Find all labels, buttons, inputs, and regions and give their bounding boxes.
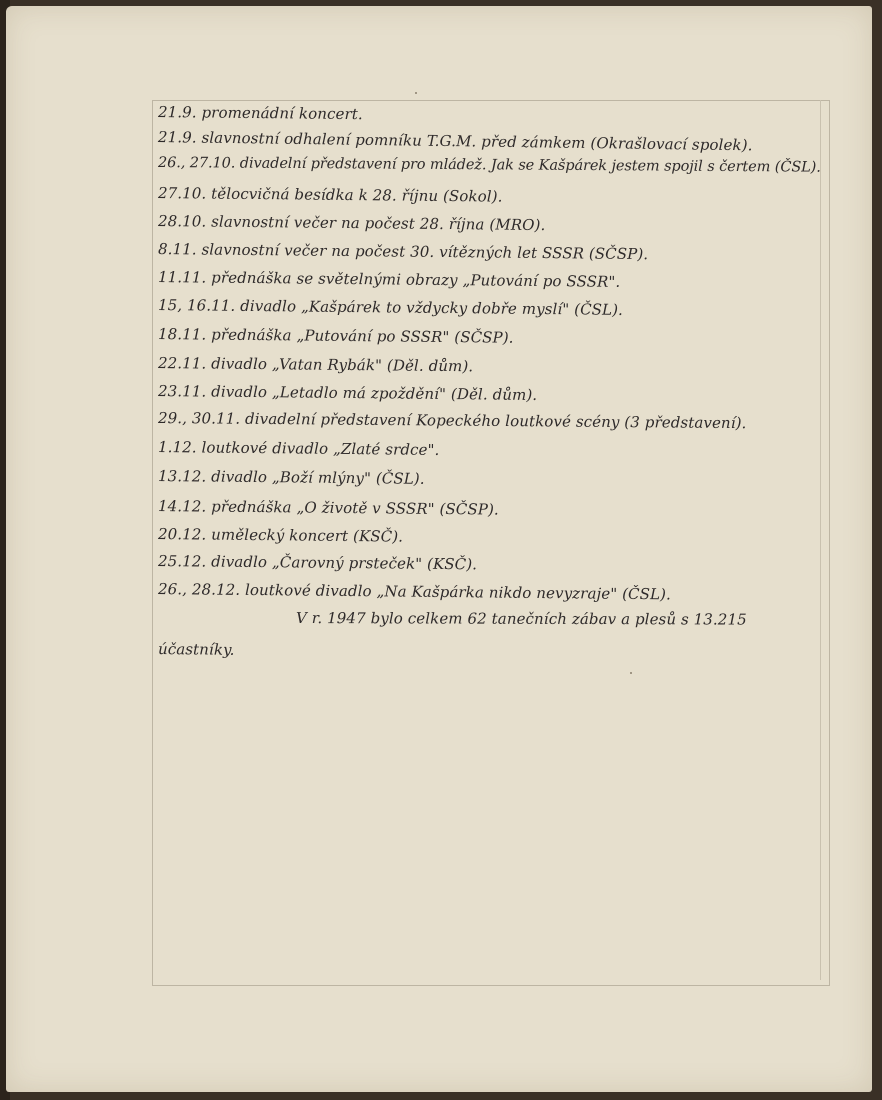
entry-line: 26., 28.12. loutkové divadlo „Na Kašpárka nikdo nevyzraje" (ČSL). (157, 580, 672, 604)
entry-line: 22.11. divadlo „Vatan Rybák" (Děl. dům). (157, 354, 474, 376)
entry-line: 25.12. divadlo „Čarovný prsteček" (KSČ). (157, 552, 478, 574)
entry-line: 28.10. slavnostní večer na počest 28. října (MRO). (157, 212, 546, 235)
entry-line: 11.11. přednáška se světelnými obrazy „Putování po SSSR". (157, 268, 621, 291)
entry-line: 15, 16.11. divadlo „Kašpárek to vždycky dobře myslí" (ČSL). (157, 296, 624, 319)
entry-line: 13.12. divadlo „Boží mlýny" (ČSL). (157, 467, 425, 488)
paper-speck (630, 672, 632, 674)
entry-line: 26., 27.10. divadelní představení pro mládež. Jak se Kašpárek jestem spojil s čertem (ČSL). (157, 155, 821, 176)
entry-line: 23.11. divadlo „Letadlo má zpoždění" (Děl. dům). (157, 382, 538, 404)
entry-line: 1.12. loutkové divadlo „Zlaté srdce". (157, 438, 440, 459)
paper-speck (415, 92, 417, 94)
entry-line: 14.12. přednáška „O životě v SSSR" (SČSP). (157, 497, 499, 519)
entry-line: 8.11. slavnostní večer na počest 30. vítězných let SSSR (SČSP). (157, 240, 649, 264)
entry-line: 18.11. přednáška „Putování po SSSR" (SČSP). (157, 325, 514, 347)
entry-line: 21.9. slavnostní odhalení pomníku T.G.M. před zámkem (Okrašlovací spolek). (157, 128, 753, 155)
entry-line: 20.12. umělecký koncert (KSČ). (157, 525, 404, 546)
entry-line: 21.9. promenádní koncert. (157, 103, 363, 124)
entry-line: 29., 30.11. divadelní představení Kopeckého loutkové scény (3 představení). (157, 409, 747, 433)
summary-line-2: účastníky. (157, 640, 235, 659)
entry-line: 27.10. tělocvičná besídka k 28. říjnu (Sokol). (157, 184, 503, 206)
page-border-inner (820, 100, 821, 980)
summary-line-1: V r. 1947 bylo celkem 62 tanečních zábav a plesů s 13.215 (295, 609, 747, 629)
